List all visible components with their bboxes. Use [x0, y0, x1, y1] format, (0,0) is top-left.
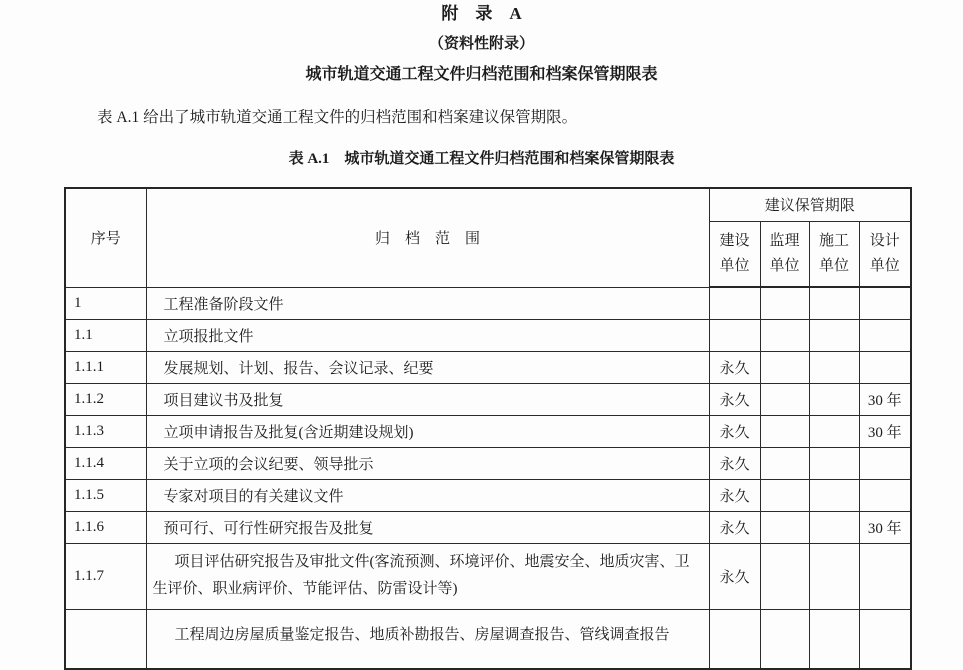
row-value-design [859, 543, 911, 609]
row-value-supervision [760, 543, 809, 609]
row-value-construction: 永久 [709, 511, 760, 543]
row-serial: 1 [65, 287, 146, 319]
row-serial [65, 609, 146, 669]
row-value-design: 30 年 [859, 415, 911, 447]
row-value-supervision [760, 351, 809, 383]
header-unit-supervision-line1: 监理 [769, 232, 800, 249]
appendix-heading: 附 录 A [441, 4, 522, 23]
row-value-contractor [809, 383, 859, 415]
table-row [65, 351, 911, 383]
row-serial: 1.1.3 [65, 415, 146, 447]
row-value-construction [709, 287, 760, 319]
header-unit-supervision [760, 221, 809, 287]
table-row [65, 511, 911, 543]
row-scope: 工程准备阶段文件 [146, 287, 709, 319]
intro-paragraph: 表 A.1 给出了城市轨道交通工程文件的归档范围和档案建议保管期限。 [97, 109, 578, 126]
table-row [65, 543, 911, 609]
row-value-design [859, 287, 911, 319]
row-value-construction: 永久 [709, 383, 760, 415]
row-value-supervision [760, 447, 809, 479]
table-row [65, 287, 911, 319]
row-scope: 项目建议书及批复 [146, 383, 709, 415]
row-value-supervision [760, 383, 809, 415]
row-value-contractor [809, 479, 859, 511]
row-value-supervision [760, 319, 809, 351]
table-row [65, 415, 911, 447]
row-serial: 1.1.1 [65, 351, 146, 383]
row-value-construction [709, 609, 760, 669]
header-unit-contractor-line1: 施工 [818, 232, 849, 249]
header-scope: 归 档 范 围 [146, 188, 709, 287]
row-value-contractor [809, 543, 859, 609]
table-row [65, 447, 911, 479]
header-serial: 序号 [65, 188, 146, 287]
row-value-supervision [760, 287, 809, 319]
row-scope: 工程周边房屋质量鉴定报告、地质补勘报告、房屋调查报告、管线调查报告 [146, 609, 709, 669]
row-value-supervision [760, 511, 809, 543]
row-value-design [859, 447, 911, 479]
row-value-construction: 永久 [709, 447, 760, 479]
appendix-title: 城市轨道交通工程文件归档范围和档案保管期限表 [305, 66, 658, 83]
row-value-contractor [809, 287, 859, 319]
row-value-construction [709, 319, 760, 351]
table-caption: 表 A.1 城市轨道交通工程文件归档范围和档案保管期限表 [288, 151, 675, 167]
header-unit-contractor-line2: 单位 [818, 257, 849, 274]
row-scope: 关于立项的会议纪要、领导批示 [146, 447, 709, 479]
row-value-contractor [809, 415, 859, 447]
retention-table [64, 187, 912, 670]
row-value-contractor [809, 447, 859, 479]
row-scope: 预可行、可行性研究报告及批复 [146, 511, 709, 543]
row-scope: 立项申请报告及批复(含近期建设规划) [146, 415, 709, 447]
table-row [65, 319, 911, 351]
row-value-supervision [760, 415, 809, 447]
row-serial: 1.1.6 [65, 511, 146, 543]
header-unit-design-line2: 单位 [869, 257, 900, 274]
row-serial: 1.1 [65, 319, 146, 351]
row-value-construction: 永久 [709, 543, 760, 609]
appendix-note: （资料性附录） [428, 36, 534, 52]
header-unit-supervision-line2: 单位 [769, 257, 800, 274]
row-value-supervision [760, 609, 809, 669]
header-unit-construction [709, 221, 760, 287]
table-header-row-1 [65, 188, 911, 221]
row-value-contractor [809, 351, 859, 383]
header-unit-contractor [809, 221, 859, 287]
row-value-design: 30 年 [859, 383, 911, 415]
row-scope: 项目评估研究报告及审批文件(客流预测、环境评价、地震安全、地质灾害、卫生评价、职业病评价、节能评估、防雷设计等) [146, 543, 709, 609]
row-value-design [859, 319, 911, 351]
row-serial: 1.1.2 [65, 383, 146, 415]
row-value-design [859, 351, 911, 383]
table-row [65, 479, 911, 511]
row-scope: 立项报批文件 [146, 319, 709, 351]
header-unit-construction-line1: 建设 [719, 232, 750, 249]
row-value-construction: 永久 [709, 415, 760, 447]
row-serial: 1.1.7 [65, 543, 146, 609]
header-unit-construction-line2: 单位 [719, 257, 750, 274]
header-unit-design [859, 221, 911, 287]
header-unit-design-line1: 设计 [869, 232, 900, 249]
row-value-construction: 永久 [709, 351, 760, 383]
table-row [65, 609, 911, 669]
row-value-design [859, 609, 911, 669]
header-retention-group: 建议保管期限 [709, 188, 911, 221]
row-value-supervision [760, 479, 809, 511]
row-value-design: 30 年 [859, 511, 911, 543]
row-value-contractor [809, 609, 859, 669]
row-value-contractor [809, 511, 859, 543]
table-row [65, 383, 911, 415]
row-scope: 发展规划、计划、报告、会议记录、纪要 [146, 351, 709, 383]
row-serial: 1.1.4 [65, 447, 146, 479]
row-scope: 专家对项目的有关建议文件 [146, 479, 709, 511]
row-serial: 1.1.5 [65, 479, 146, 511]
row-value-construction: 永久 [709, 479, 760, 511]
row-value-contractor [809, 319, 859, 351]
row-value-design [859, 479, 911, 511]
